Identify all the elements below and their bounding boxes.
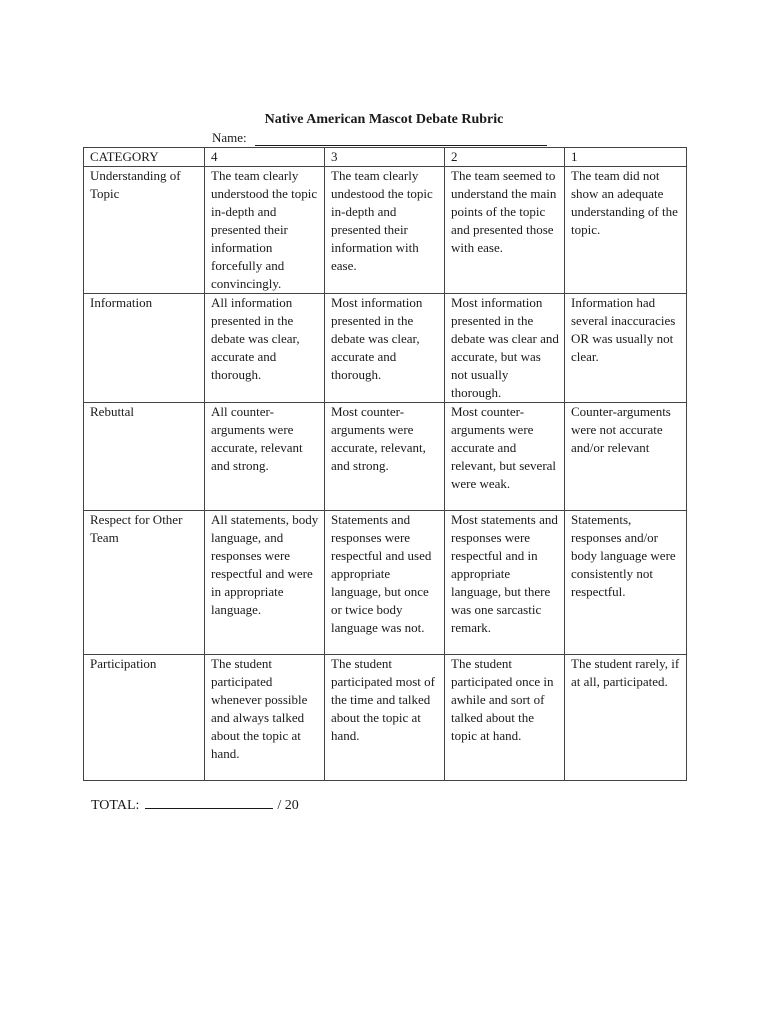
rubric-title: Native American Mascot Debate Rubric [264,112,504,127]
table-row [84,511,687,655]
header-category: CATEGORY [84,148,205,167]
header-score-4: 4 [205,148,325,167]
score-1-cell: The student rarely, if at all, participated. [565,655,687,781]
score-1-cell: Counter-arguments were not accurate and/or relevant [565,403,687,511]
category-cell: Information [84,294,205,403]
score-2-cell: Most statements and responses were respectful and in appropriate language, but there was one sarcastic remark. [445,511,565,655]
header-score-2: 2 [445,148,565,167]
score-2-cell: The student participated once in awhile and sort of talked about the topic at hand. [445,655,565,781]
table-row [84,655,687,781]
total-field-row [91,795,299,815]
table-row [84,294,687,403]
rubric-table [83,147,687,781]
score-3-cell: Most information presented in the debate was clear, accurate and thorough. [325,294,445,403]
score-1-cell: The team did not show an adequate understanding of the topic. [565,167,687,294]
name-blank-line[interactable] [255,131,547,146]
table-row [84,167,687,294]
score-2-cell: Most counter-arguments were accurate and relevant, but several were weak. [445,403,565,511]
category-cell: Respect for Other Team [84,511,205,655]
score-2-cell: Most information presented in the debate was clear and accurate, but was not usually thorough. [445,294,565,403]
score-3-cell: Statements and responses were respectful and used appropriate language, but once or twice body language was not. [325,511,445,655]
table-row [84,403,687,511]
name-label: Name: [212,130,247,145]
score-4-cell: All information presented in the debate was clear, accurate and thorough. [205,294,325,403]
score-4-cell: The team clearly understood the topic in-depth and presented their information forcefully and convincingly. [205,167,325,294]
score-3-cell: Most counter-arguments were accurate, relevant, and strong. [325,403,445,511]
score-4-cell: All counter-arguments were accurate, relevant and strong. [205,403,325,511]
score-4-cell: All statements, body language, and responses were respectful and were in appropriate language. [205,511,325,655]
category-cell: Understanding of Topic [84,167,205,294]
header-score-1: 1 [565,148,687,167]
header-score-3: 3 [325,148,445,167]
score-3-cell: The team clearly undestood the topic in-depth and presented their information with ease. [325,167,445,294]
total-max: / 20 [277,798,299,813]
total-label: TOTAL: [91,798,140,813]
category-cell: Rebuttal [84,403,205,511]
name-field-row [212,129,547,146]
category-cell: Participation [84,655,205,781]
score-4-cell: The student participated whenever possible and always talked about the topic at hand. [205,655,325,781]
score-3-cell: The student participated most of the time and talked about the topic at hand. [325,655,445,781]
score-1-cell: Statements, responses and/or body language were consistently not respectful. [565,511,687,655]
score-2-cell: The team seemed to understand the main points of the topic and presented those with ease. [445,167,565,294]
header-row [84,148,687,167]
total-blank-line[interactable] [145,795,273,809]
score-1-cell: Information had several inaccuracies OR was usually not clear. [565,294,687,403]
